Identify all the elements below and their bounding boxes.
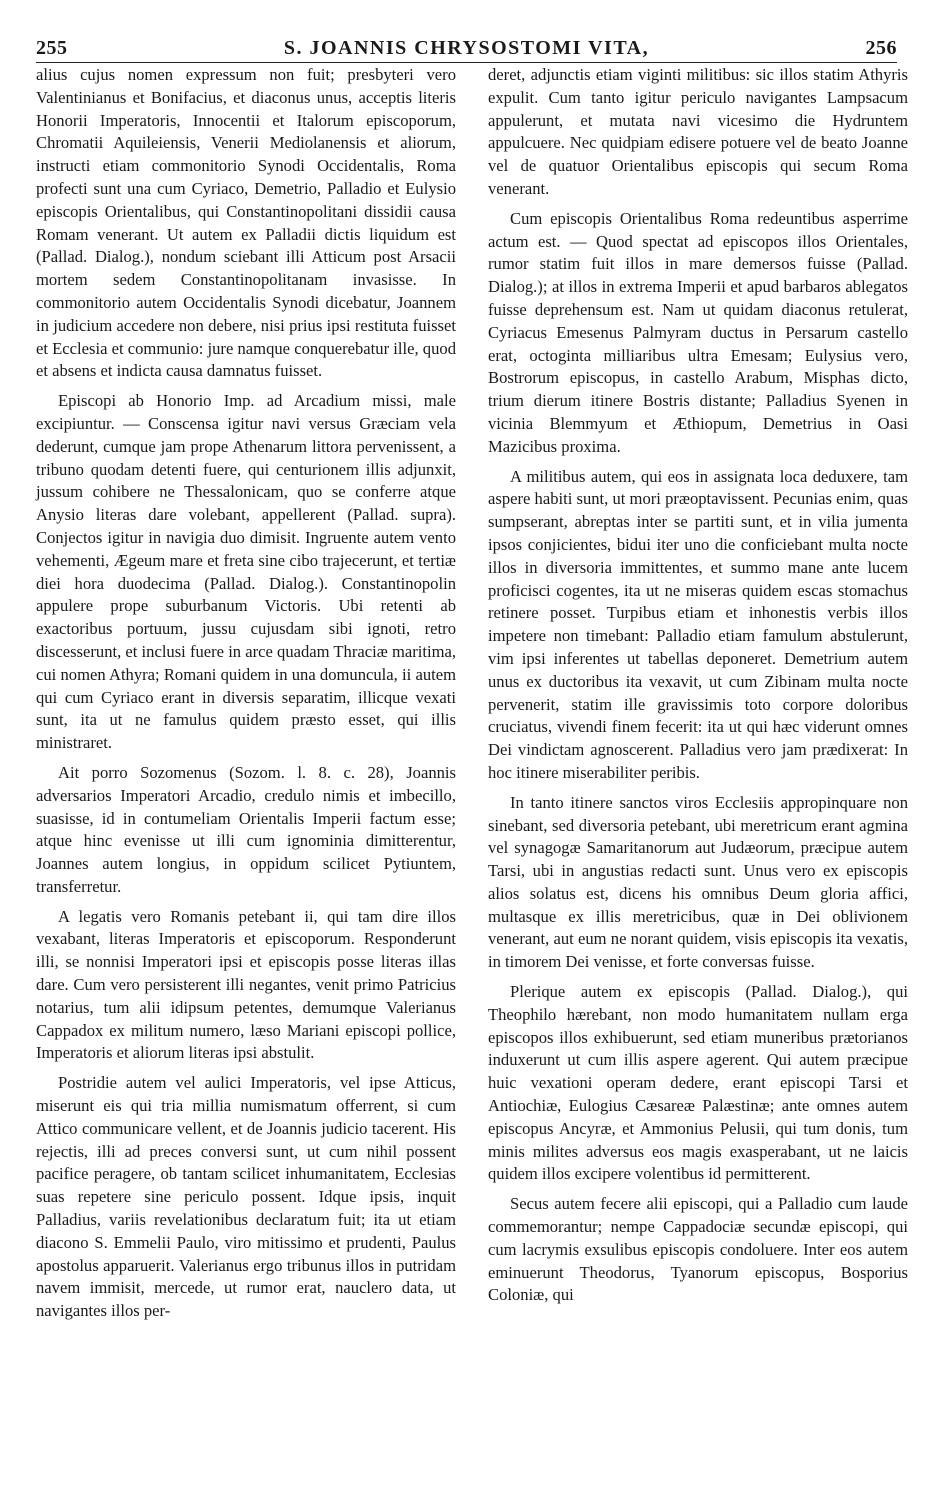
paragraph: Cum episcopis Orientalibus Roma redeuntibus asperrime actum est. — Quod spectat ad episcopos illos Orientales, rumor statim fuit illos in mare demersos fuisse (Pallad. Dialog.); at illos in extrema Imperii et apud barbaros ablegatos fuisse deprehensum est. Nam ut quidam diaconus retulerat, Cyriacus Emesenus Palmyram ductus in Persarum castello erat, octoginta milliaribus ultra Emesam; Eulysius vero, Bostrorum episcopus, in castello Arabum, Misphas dicto, trium dierum itinere Bostris distante; Palladius Syenen in vicinia Blemmyum et Æthiopum, Demetrius in Oasi Mazicibus proxima. [488,208,908,456]
right-column [488,64,908,1314]
paragraph: In tanto itinere sanctos viros Ecclesiis appropinquare non sinebant, sed diversoria petebant, ubi meretricum erant agmina vel synagogæ Samaritanorum aut Judæorum, præcipue autem Tarsi, ubi in angustias redacti sunt. Unus vero ex episcopis alios solatus est, dicens his omnibus Deum gloria affici, multasque ex illis meretricibus, quæ in Dei oblivionem venerant, aut eum ne norant quidem, visis episcopis ita vexatis, in timorem Dei venisse, et forte conversas fuisse. [488,792,908,972]
paragraph: Ait porro Sozomenus (Sozom. l. 8. c. 28), Joannis adversarios Imperatori Arcadio, credulo nimis et imbecillo, suasisse, id in contumeliam Orientalis Imperii factum esse; atque hinc evenisse ut illi cum ignominia dimitterentur, Joannes autem longius, in oppidum scilicet Pytiuntem, transferretur. [36,762,456,896]
paragraph: A legatis vero Romanis petebant ii, qui tam dire illos vexabant, literas Imperatoris et episcoporum. Responderunt illi, se nonnisi Imperatori ipsi et episcopis posse literas illas dare. Cum vero persisterent illi negantes, venit primo Patricius notarius, tum alii idipsum petentes, demumque Valerianus Cappadox ex militum numero, læso Mariani episcopi pollice, Imperatoris et aliorum literas ipsi abstulit. [36,906,456,1063]
paragraph: Episcopi ab Honorio Imp. ad Arcadium missi, male excipiuntur. — Conscensa igitur navi versus Græciam vela dederunt, cumque jam prope Athenarum littora pervenissent, a tribuno quodam detenti fuere, qui centurionem illis adjunxit, jussum cohibere ne Thessalonicam, quo se conferre atque Anysio literas dare volebant, appellerent (Pallad. supra). Conjectos igitur in navigia duo dimisit. Ingruente autem vento vehementi, Ægeum mare et freta sine cibo trajecerunt, et tertiæ diei hora duodecima (Pallad. Dialog.). Constantinopolin appulere prope suburbanum Victoris. Ubi retenti ab exactoribus portuum, jussu cujusdam sibi ignoti, retro discesserunt, et inclusi fuere in arce quadam Thraciæ maritima, cui nomen Athyra; Romani quidem in una domuncula, ii autem qui cum Cyriaco erant in diversis separatim, illicque vexati sunt, ita ut ne famulus quidem præsto esset, qui illis ministraret. [36,391,456,753]
paragraph: Postridie autem vel aulici Imperatoris, vel ipse Atticus, miserunt eis qui tria millia numismatum offerrent, si cum Attico communicare vellent, et de Joannis judicio tacerent. His rejectis, illi ad preces conversi sunt, ut cum nihil possent pacifice peragere, ob tantam scilicet inhumanitatem, Ecclesias suas repetere sine periculo possent. Idque ipsis, inquit Palladius, variis revelationibus declaratum fuit; ita ut etiam diacono S. Emmelii Paulo, viro mitissimo et prudenti, Paulus apostolus apparuerit. Valerianus ergo tribunus illos in putridam navem immisit, mercede, ut rumor erat, nauclero data, ut navigantes illos per- [36,1073,456,1321]
page-number-right: 256 [865,37,897,59]
paragraph: alius cujus nomen expressum non fuit; presbyteri vero Valentinianus et Bonifacius, et diaconus unus, acceptis literis Honorii Imperatoris, Innocentii et Italorum episcoporum, Chromatii Aquileiensis, Venerii Mediolanensis et aliorum, instructi etiam commonitorio Synodi Occidentalis, Roma profecti sunt una cum Cyriaco, Demetrio, Palladio et Eulysio episcopis Orientalibus, qui Constantinopolitani dissidii causa Romam venerant. Ut autem ex Palladii dictis liquidum est (Pallad. Dialog.), nondum sciebant illi Atticum post Arsacii mortem sedem Constantinopolitanam invasisse. In commonitorio autem Occidentalis Synodi dicebatur, Joannem in judicium accedere non debere, nisi prius ipsi restituta fuisset et Ecclesia et communio: jure namque conquerebatur ille, quod et absens et indicta causa damnatus fuisset. [36,65,456,381]
running-header [36,26,897,63]
paragraph: Plerique autem ex episcopis (Pallad. Dialog.), qui Theophilo hærebant, non modo humanitatem nullam erga episcopos illos exhibuerunt, sed etiam muneribus prætorianos induxerunt ut cum illis aspere agerent. Qui autem præcipue huic vexationi operam dedere, erant episcopi Tarsi et Antiochiæ, Eulogius Cæsareæ Palæstinæ; ante omnes autem episcopus Ancyræ, et Ammonius Pelusii, qui tum donis, tum minis milites adversus eos magis exasperabant, ut ne laicis quidem illos excipere volentibus id permitterent. [488,982,908,1184]
page-number-left: 255 [36,37,68,59]
left-column [36,64,456,1330]
running-title: S. JOANNIS CHRYSOSTOMI VITA, [283,37,650,59]
paragraph: A militibus autem, qui eos in assignata loca deduxere, tam aspere habiti sunt, ut mori præoptavissent. Pecunias enim, quas sumpserant, abreptas inter se partiti sunt, et in vilia jumenta ipsos conjicientes, bidui iter uno die conficiebant multa nocte illos in diversoria immittentes, et summo mane ante lucem proficisci cogentes, ita ut ne miseras quidem escas stomachus retinere posset. Turpibus etiam et inhonestis verbis illos impetere non timebant: Palladio etiam famulum abstulerunt, vim ipsi inferentes ut tabellas deponeret. Demetrium autem unus ex ductoribus ita vexavit, ut cum Zibinam multa nocte pervenerit, statim ille gravissimis toto corpore doloribus cruciatus, vivendi finem fecerit: ita ut qui hæc viderunt omnes Dei vindictam agnoscerent. Palladius vero jam prædixerat: In hoc itinere miserabiliter peribis. [488,466,908,782]
paragraph: deret, adjunctis etiam viginti militibus: sic illos statim Athyris expulit. Cum tanto igitur periculo navigantes Lampsacum appulerunt, et mutata navi vicesimo die Hydruntem appulcuere. Nec quidpiam edisere potuere vel de beato Joanne vel de quatuor Orientalibus episcopis qui secum Roma venerant. [488,65,908,198]
paragraph: Secus autem fecere alii episcopi, qui a Palladio cum laude commemorantur; nempe Cappadociæ secundæ episcopi, qui cum lacrymis exsulibus episcopis condoluere. Inter eos autem eminuerunt Theodorus, Tyanorum episcopus, Bosporius Coloniæ, qui [488,1194,908,1305]
